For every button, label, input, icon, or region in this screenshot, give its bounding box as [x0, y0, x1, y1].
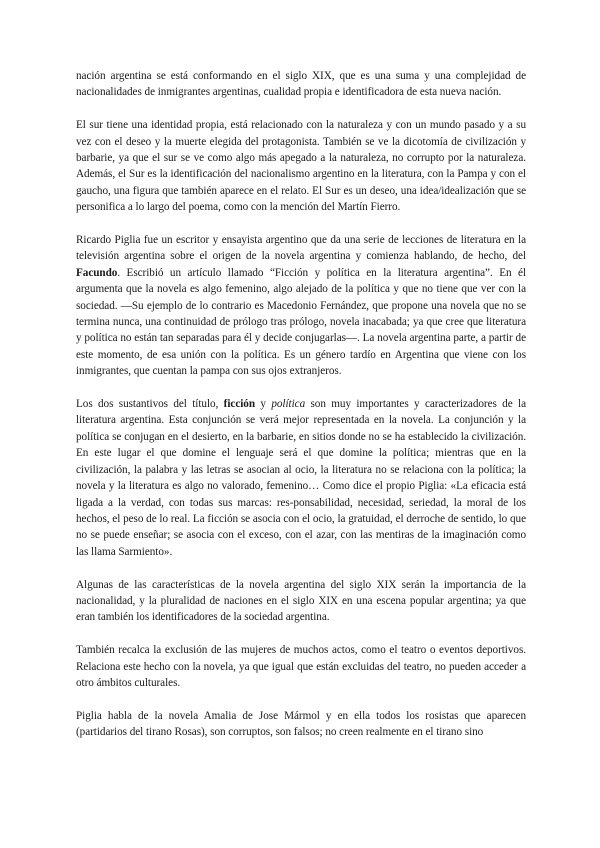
paragraph-2 [76, 117, 526, 215]
paragraph-3-text-b: . Escribió un artículo llamado “Ficción y política en la literatura argentina”. En él argumenta que la novela es algo femenino, algo alejado de la política y que no tiene que ver con la sociedad. —Su ejemplo de lo contrario es Macedonio Fernández, que propone una novela que no se termina nunca, una continuidad de prólogo tras prólogo, novela inacabada; ya que cree que literatura y política no están tan separadas para él y decide conjugarlas—. La novela argentina parte, a partir de este momento, de esa unión con la política. Es un género tardío en Argentina que viene con los inmigrantes, que cuentan la pampa con sus ojos extranjeros. [76, 266, 526, 378]
paragraph-5-text: Algunas de las características de la novela argentina del siglo XIX serán la importancia de la nacionalidad, y la pluralidad de naciones en el siglo XIX en una escena popular argentina; ya que eran también los identificadores de la sociedad argentina. [76, 578, 526, 624]
paragraph-6 [76, 642, 526, 691]
paragraph-3 [76, 232, 526, 380]
paragraph-3-text-a: Ricardo Piglia fue un escritor y ensayista argentino que da una serie de lecciones de literatura en la televisión argentina sobre el origen de la novela argentina y comienza hablando, de hecho, del [76, 234, 526, 263]
paragraph-2-text: El sur tiene una identidad propia, está relacionado con la naturaleza y con un mundo pasado y a su vez con el deseo y la muerte elegida del protagonista. También se ve la dicotomía de civilización y barbarie, ya que el sur se ve como algo más apegado a la naturaleza, no corrupto por la naturaleza. Además, el Sur es la identificación del nacionalismo argentino en la literatura, con la Pampa y con el gaucho, una figura que también aparece en el relato. El Sur es un deseo, una idea/idealización que se personifica a lo largo del poema, como con la mención del Martín Fierro. [76, 119, 526, 214]
paragraph-4 [76, 396, 526, 560]
paragraph-4-text-c: son muy importantes y caracterizadores de la literatura argentina. Esta conjunción se verá mejor representada en la novela. La conjunción y la política se conjugan en el desierto, en la barbarie, en sitios donde no se ha establecido la civilización. En este lugar el que domine el lenguaje será el que domine la política; mientras que en la civilización, la palabra y las letras se asocian al ocio, la literatura no se relaciona con la política; la novela y la literatura es algo no valorado, femenino… Como dice el propio Piglia: «La eficacia está ligada a la verdad, con todas sus marcas: res-ponsabilidad, necesidad, seriedad, la moral de los hechos, el peso de lo real. La ficción se asocia con el ocio, la gratuidad, el derroche de sentido, lo que no se puede enseñar; se asocia con el exceso, con el azar, con las mentiras de la imaginación como las llama Sarmiento». [76, 398, 526, 558]
paragraph-6-text: También recalca la exclusión de las mujeres de muchos actos, como el teatro o eventos deportivos. Relaciona este hecho con la novela, ya que igual que están excluidas del teatro, no pueden acceder a otro ámbitos culturales. [76, 644, 526, 689]
paragraph-4-text-b: y [255, 398, 272, 411]
facundo-title: Facundo [76, 266, 118, 279]
politica-term: política [271, 398, 306, 411]
paragraph-5 [76, 577, 526, 626]
paragraph-4-text-a: Los dos sustantivos del título, [76, 398, 224, 411]
paragraph-7 [76, 708, 526, 741]
paragraph-7-text: Piglia habla de la novela Amalia de Jose Mármol y en ella todos los rosistas que aparecen (partidarios del tirano Rosas), son corruptos, son falsos; no creen realmente en el tirano sino [76, 709, 526, 739]
document-body [76, 68, 526, 757]
paragraph-1-text: nación argentina se está conformando en el siglo XIX, que es una suma y una complejidad de nacionalidades de inmigrantes argentinas, cualidad propia e identificadora de esta nueva nación. [76, 70, 526, 99]
ficcion-term: ficción [223, 398, 256, 411]
paragraph-1 [76, 68, 526, 101]
